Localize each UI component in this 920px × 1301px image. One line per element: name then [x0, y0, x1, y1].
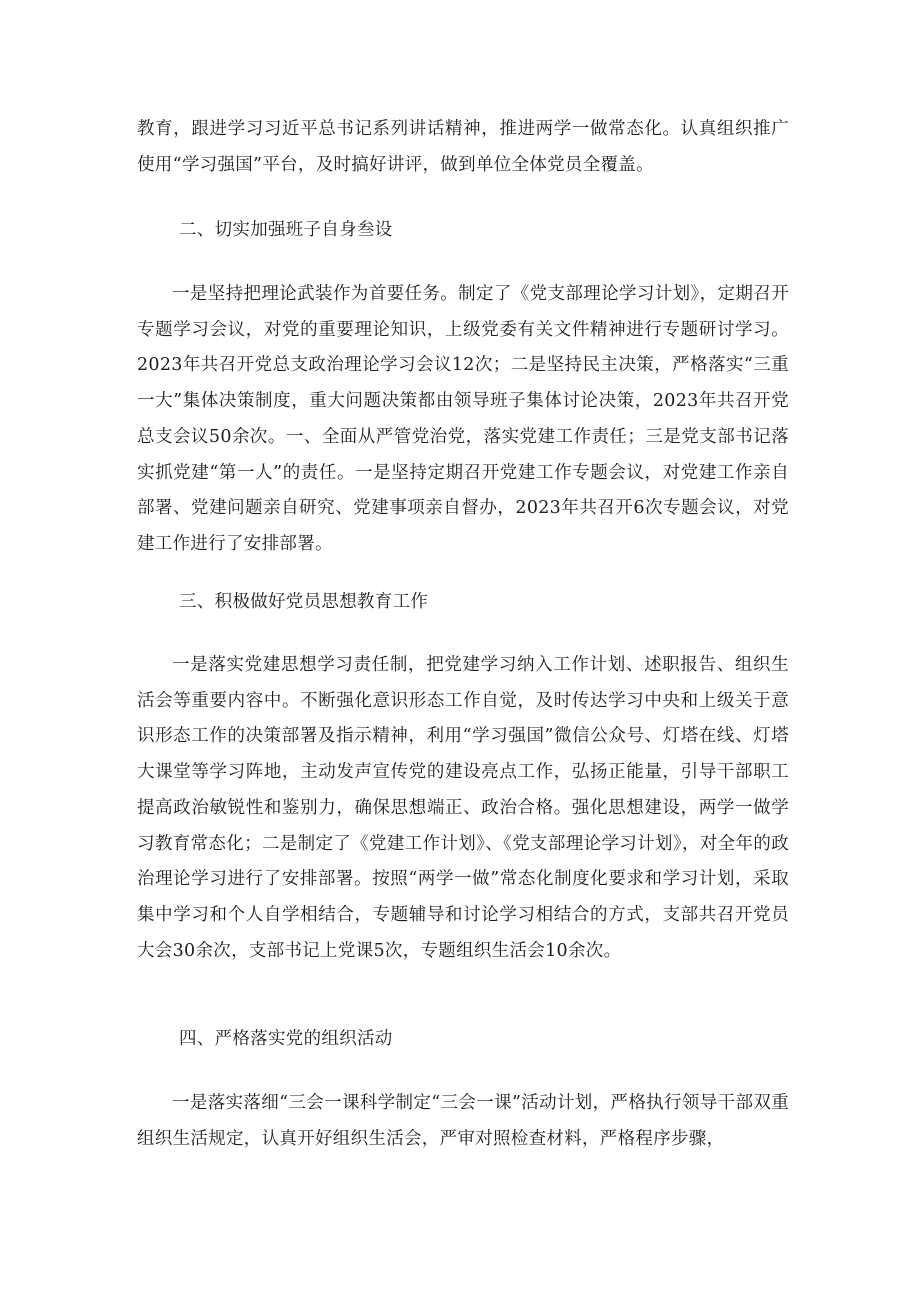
paragraph-section-3: 一是落实党建思想学习责任制，把党建学习纳入工作计划、述职报告、组织生活会等重要内容中。不断强化意识形态工作自觉，及时传达学习中央和上级关于意识形态工作的决策部署及指示精神，利用“学习强国”微信公众号、灯塔在线、灯塔大课堂等学习阵地，主动发声宣传党的建设亮点工作，弘扬正能量，引导干部职工提高政治敏锐性和鉴别力，确保思想端正、政治合格。强化思想建设，两学一做学习教育常态化；二是制定了《党建工作计划》、《党支部理论学习计划》，对全年的政治理论学习进行了安排部署。按照“两学一做”常态化制度化要求和学习计划，采取集中学习和个人自学相结合，专题辅导和讨论学习相结合的方式，支部共召开党员大会30余次，支部书记上党课5次，专题组织生活会10余次。 — [137, 655, 789, 961]
paragraph-section-4: 一是落实落细“三会一课科学制定“三会一课”活动计划，严格执行领导干部双重组织生活规定，认真开好组织生活会，严审对照检查材料，严格程序步骤， — [137, 1093, 789, 1149]
paragraph-section-2: 一是坚持把理论武装作为首要任务。制定了《党支部理论学习计划》，定期召开专题学习会议，对党的重要理论知识，上级党委有关文件精神进行专题研讨学习。2023年共召开党总支政治理论学习会议12次；二是坚持民主决策，严格落实“三重一大”集体决策制度，重大问题决策都由领导班子集体讨论决策，2023年共召开党总支会议50余次。一、全面从严管党治党，落实党建工作责任；三是党支部书记落实抓党建“第一人”的责任。一是坚持定期召开党建工作专题会议，对党建工作亲自部署、党建问题亲自研究、党建事项亲自督办，2023年共召开6次专题会议，对党建工作进行了安排部署。 — [137, 284, 789, 554]
section-heading-2: 二、切实加强班子自身叁设 — [179, 220, 393, 240]
section-heading-3: 三、积极做好党员思想教育工作 — [179, 592, 429, 612]
paragraph-continuation: 教育，跟进学习习近平总书记系列讲话精神，推进两学一做常态化。认真组织推广使用“学习强国”平台，及时搞好讲评，做到单位全体党员全覆盖。 — [137, 119, 789, 175]
section-heading-4: 四、严格落实党的组织活动 — [179, 1029, 393, 1049]
